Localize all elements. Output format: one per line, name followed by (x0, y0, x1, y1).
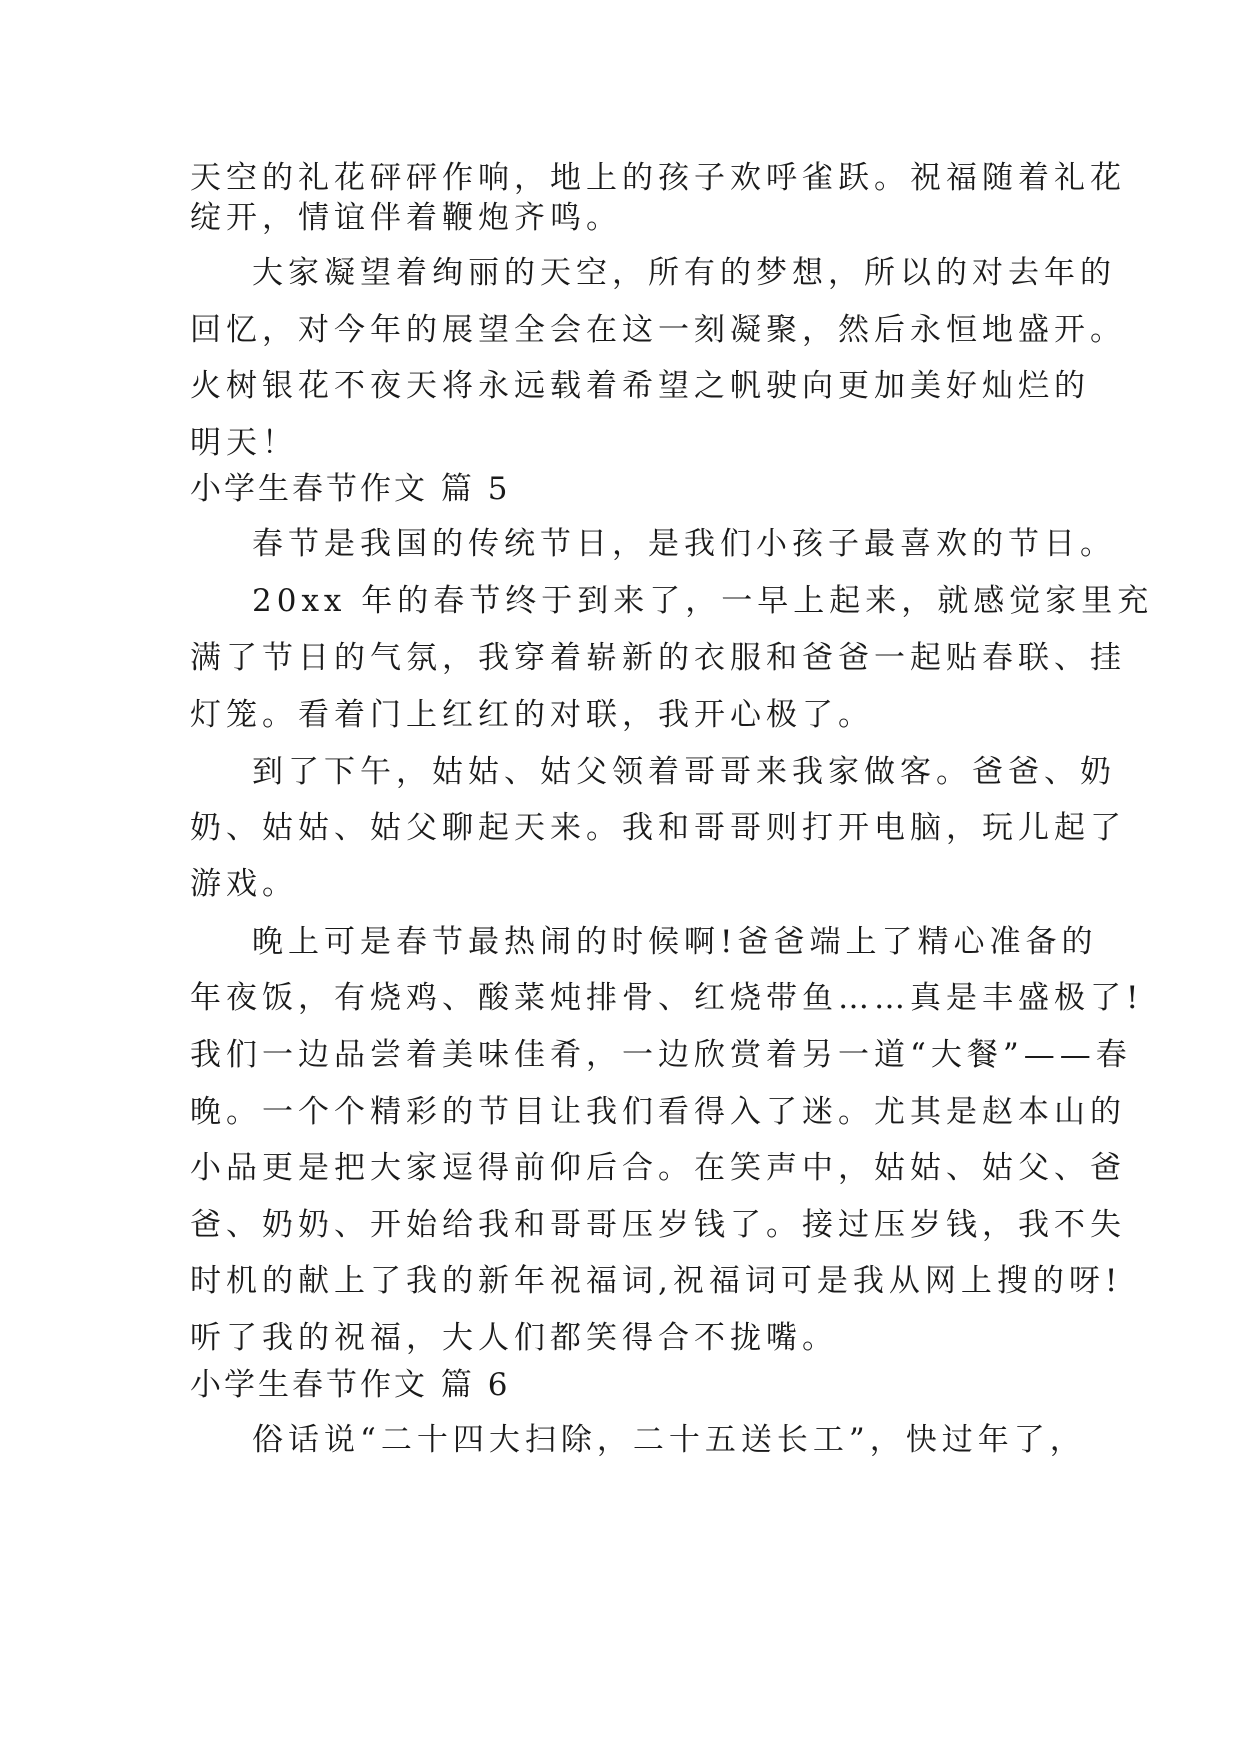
text-line: 明天！ (190, 425, 298, 461)
text-line: 小品更是把大家逗得前仰后合。在笑声中，姑姑、姑父、爸 (190, 1150, 1126, 1186)
text-line: 到了下午，姑姑、姑父领着哥哥来我家做客。爸爸、奶 (252, 754, 1116, 790)
text-line: 火树银花不夜天将永远载着希望之帆驶向更加美好灿烂的 (190, 368, 1090, 404)
text-line: 绽开，情谊伴着鞭炮齐鸣。 (190, 200, 622, 236)
text-line: 听了我的祝福，大人们都笑得合不拢嘴。 (190, 1320, 838, 1356)
text-line: 我们一边品尝着美味佳肴，一边欣赏着另一道“大餐”——春 (190, 1037, 1132, 1073)
text-line: 年夜饭，有烧鸡、酸菜炖排骨、红烧带鱼……真是丰盛极了! (190, 980, 1144, 1016)
text-line: 春节是我国的传统节日，是我们小孩子最喜欢的节日。 (252, 526, 1116, 562)
text-line: 20xx 年的春节终于到来了，一早上起来，就感觉家里充 (252, 583, 1154, 619)
text-line: 晚。一个个精彩的节目让我们看得入了迷。尤其是赵本山的 (190, 1094, 1126, 1130)
text-line: 游戏。 (190, 866, 298, 902)
section-heading: 小学生春节作文 篇 6 (190, 1367, 511, 1403)
section-heading: 小学生春节作文 篇 5 (190, 471, 511, 507)
text-line: 灯笼。看着门上红红的对联，我开心极了。 (190, 697, 874, 733)
text-line: 回忆，对今年的展望全会在这一刻凝聚，然后永恒地盛开。 (190, 312, 1126, 348)
text-line: 时机的献上了我的新年祝福词,祝福词可是我从网上搜的呀! (190, 1263, 1123, 1299)
text-line: 爸、奶奶、开始给我和哥哥压岁钱了。接过压岁钱，我不失 (190, 1207, 1126, 1243)
text-line: 晚上可是春节最热闹的时候啊!爸爸端上了精心准备的 (252, 924, 1098, 960)
text-line: 俗话说“二十四大扫除，二十五送长工”，快过年了， (252, 1422, 1086, 1458)
text-line: 满了节日的气氛，我穿着崭新的衣服和爸爸一起贴春联、挂 (190, 640, 1126, 676)
text-line: 大家凝望着绚丽的天空，所有的梦想，所以的对去年的 (252, 255, 1116, 291)
text-line: 奶、姑姑、姑父聊起天来。我和哥哥则打开电脑，玩儿起了 (190, 810, 1126, 846)
text-line: 天空的礼花砰砰作响，地上的孩子欢呼雀跃。祝福随着礼花 (190, 160, 1126, 196)
